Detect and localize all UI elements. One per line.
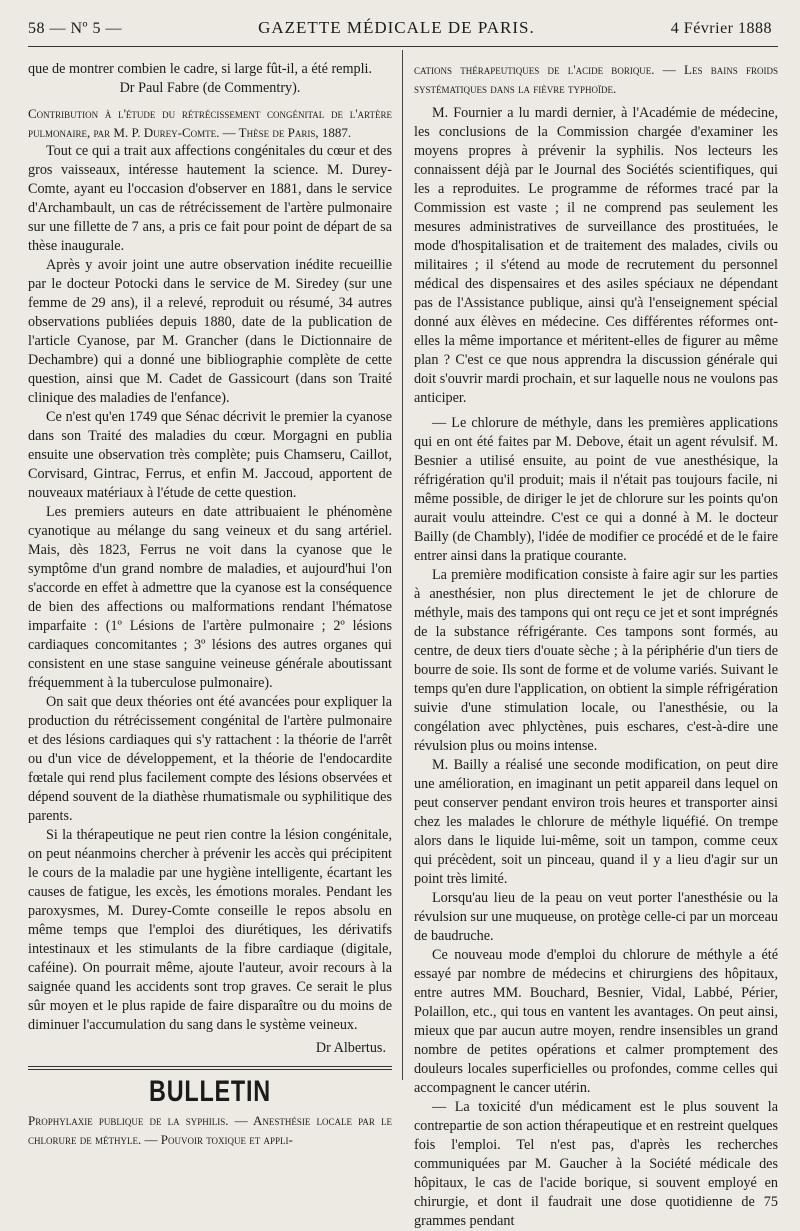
- paragraph: On sait que deux théories ont été avancées pour expliquer la production du rétrécissement congénital de l'artère pulmonaire et des lésions cardiaques qui s'y rattachent : la théorie de l'arrêt ou d'un vice de développement, et la théorie de l'endocardite fœtale qui rend plus facilement compte des lésions observées et dépend souvent de la diathèse rhumatismale ou syphilitique des parents.: [28, 694, 392, 824]
- paragraph: Les premiers auteurs en date attribuaient le phénomène cyanotique au mélange du sang veineux et du sang artériel. Mais, dès 1823, Ferrus ne voit dans la cyanose que le symptôme d'un grand nombre de maladies, et aujourd'hui l'on s'accorde en effet à admettre que la cyanose est la conséquence de bien des affections ou malformations rendant l'hématose imparfaite : (1º Lésions de l'artère pulmonaire ; 2º lésions cardiaques concomitantes ; 3º lésions des autres organes qui consistent en une stase sanguine veineuse générale aboutissant fréquemment à la tuberculose pulmonaire).: [28, 504, 392, 691]
- paragraph: Ce nouveau mode d'emploi du chlorure de méthyle a été essayé par nombre de médecins et chirurgiens des hôpitaux, entre autres MM. Bouchard, Besnier, Vidal, Labbé, Périer, Polaillon, etc., qui tous en vantent les avantages. On peut ainsi, mieux que par aucun autre moyen, rendre insensibles un grand nombre de petites opérations et calmer promptement des douleurs locales superficielles ou profondes, comme celles qui accompagnent le cancer utérin.: [414, 947, 778, 1096]
- signature: Dr Paul Fabre (de Commentry).: [119, 80, 301, 96]
- right-column: [414, 60, 778, 1229]
- paragraph: La première modification consiste à faire agir sur les parties à anesthésier, non plus directement le jet de chlorure de méthyle, mais des tampons qui ont reçu ce jet et sont imprégnés de la substance réfrigérante. Ces tampons sont formés, au centre, de deux tiers d'ouate sèche ; à la périphérie d'un tiers de bourre de soie. Ils sont de forme et de volume variés. Suivant le temps qu'en dure l'application, on obtient la simple réfrigération suivie d'une stimulation locale, ou l'anesthésie, ou la congélation avec phlyctènes, puis eschares, c'est-à-dire une révulsion plus ou moins intense.: [414, 567, 778, 754]
- journal-title: GAZETTE MÉDICALE DE PARIS.: [258, 18, 535, 37]
- bulletin-summary-cont: cations thérapeutiques de l'acide borique. — Les bains froids systématiques dans la fièvre typhoïde.: [414, 62, 778, 96]
- left-column: [28, 60, 392, 1147]
- bulletin-title: BULLETIN: [149, 1075, 271, 1108]
- paragraph: — Le chlorure de méthyle, dans les premières applications qui en ont été faites par M. Debove, était un agent révulsif. M. Besnier a utilisé ensuite, au point de vue anesthésique, la réfrigération qu'il produit; mais il n'était pas toujours facile, ni même possible, de diriger le jet de chlorure sur les points qu'on aurait voulu atteindre. C'est ce qui a donné à M. le docteur Bailly (de Chambly), l'idée de modifier ce procédé et de le faire entrer ainsi dans la pratique courante.: [414, 415, 778, 564]
- page-number: 58 — Nº 5 —: [28, 20, 123, 37]
- column-separator: [402, 50, 403, 1080]
- paragraph: Si la thérapeutique ne peut rien contre la lésion congénitale, on peut néanmoins chercher à prévenir les accès qui précipitent le cours de la maladie par une hygiène intelligente, écartant les causes de fatigue, les excès, les émotions morales. Pendant les paroxysmes, M. Durey-Comte conseille le repos absolu en même temps que l'emploi des diurétiques, les dérivatifs intestinaux et les stimulants de la fibre cardiaque (digitale, caféine). On pourrait même, ajoute l'auteur, avoir recours à la saignée quand les accidents sont trop graves. Ce serait le plus sûr moyen et le plus rapide de faire disparaître ou du moins de diminuer l'accumulation du sang dans le système veineux.: [28, 827, 392, 1033]
- paragraph: Lorsqu'au lieu de la peau on veut porter l'anesthésie ou la révulsion sur une muqueuse, on protège celle-ci par un morceau de baudruche.: [414, 890, 778, 944]
- paragraph: Tout ce qui a trait aux affections congénitales du cœur et des gros vaisseaux, intéresse hautement la science. M. Durey-Comte, ayant eu l'occasion d'observer en 1881, dans le service d'Archambault, un cas de rétrécissement de l'artère pulmonaire sur une fillette de 7 ans, a pris ce fait pour point de départ de sa thèse inaugurale.: [28, 143, 392, 254]
- section-divider: [28, 1066, 392, 1070]
- bulletin-summary: Prophylaxie publique de la syphilis. — Anesthésie locale par le chlorure de méthyle. — Pouvoir toxique et appli-: [28, 1113, 392, 1147]
- paragraph: M. Fournier a lu mardi dernier, à l'Académie de médecine, les conclusions de la Commission chargée d'examiner les moyens propres à prévenir la syphilis. Nos lecteurs les connaissent déjà par le Journal des Sociétés scientifiques, qui les a reproduites. Le programme de réformes tracé par la Commission est vaste ; il ne comprend pas seulement les mesures administratives de surveillance des prostituées, le mode d'hospitalisation et de traitement des malades, civils ou militaires ; il s'étend au mode de recrutement du personnel médical des dispensaires et des asiles spéciaux ne dépendant pas de l'Assistance publique, ainsi qu'à l'enseignement spécial donné aux élèves en médecine. Ces différentes réformes ont-elles la même importance et méritent-elles de figurer au même plan ? C'est ce que nous apprendra la discussion générale qui doit s'ouvrir mardi prochain, et sur laquelle nous ne voulons pas anticiper.: [414, 105, 778, 406]
- paragraph: Après y avoir joint une autre observation inédite recueillie par le docteur Potocki dans le service de M. Siredey (sur une femme de 29 ans), il a relevé, reproduit ou résumé, 34 autres observations publiées depuis 1880, date de la publication de l'article Cyanose, par M. Grancher (dans le Dictionnaire de Dechambre) qui a donné une bibliographie complète de cette question, ainsi que M. Cadet de Gassicourt (dans son Traité clinique des maladies de l'enfance).: [28, 257, 392, 406]
- review-heading: Contribution à l'étude du rétrécissement congénital de l'artère pulmonaire, par M. P. Durey-Comte. — Thèse de Paris, 1887.: [28, 106, 392, 140]
- issue-date: 4 Février 1888: [670, 20, 772, 37]
- paragraph: que de montrer combien le cadre, si large fût-il, a été rempli.: [28, 61, 373, 77]
- page-header: [28, 18, 772, 42]
- paragraph: Ce n'est qu'en 1749 que Sénac décrivit le premier la cyanose dans son Traité des maladies du cœur. Morgagni en publia ensuite une observation très complète; puis Chamseru, Caillot, Corvisard, Gintrac, Ferrus, et enfin M. Jaccoud, apportent de nouveaux matériaux à l'étude de cette question.: [28, 409, 392, 501]
- signature: Dr Albertus.: [315, 1040, 386, 1056]
- paragraph: — La toxicité d'un médicament est le plus souvent la contrepartie de son action thérapeutique et en restreint quelques fois l'emploi. Tel n'est pas, d'après les recherches communiquées par M. Gaucher à la Société médicale des hôpitaux, le cas de l'acide borique, si souvent employé en chirurgie, et dont il faudrait une dose quotidienne de 75 grammes pendant: [414, 1099, 778, 1229]
- header-rule: [28, 46, 778, 47]
- paragraph: M. Bailly a réalisé une seconde modification, on peut dire une amélioration, en imaginant un petit appareil dans lequel on peut conserver pendant environ trois heures et transporter ainsi chez les malades le chlorure de méthyle liquéfié. On trempe alors dans le liquide lui-même, soit un tampon, comme ceux qui précèdent, soit un pinceau, quand il y a lieu d'agir sur un point très limité.: [414, 757, 778, 887]
